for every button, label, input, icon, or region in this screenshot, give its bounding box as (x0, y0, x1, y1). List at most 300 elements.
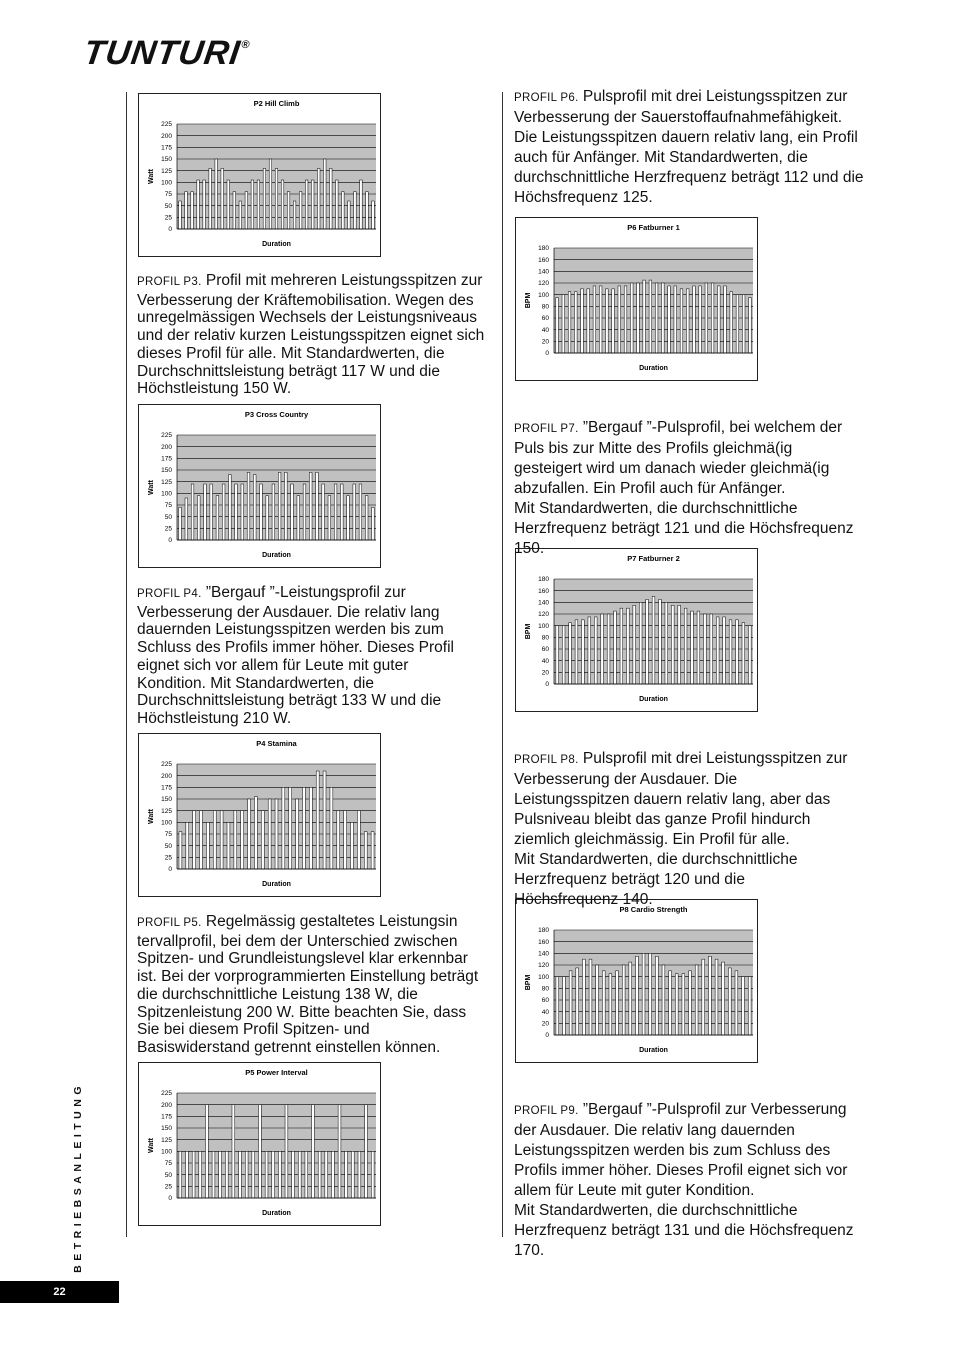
bar (646, 599, 649, 684)
y-tick-label: 75 (164, 502, 172, 510)
bar (311, 180, 314, 229)
bar (708, 956, 711, 1035)
bar (227, 822, 230, 869)
bar (562, 295, 565, 353)
y-tick-label: 0 (168, 866, 172, 874)
bar (337, 811, 340, 869)
y-tick-label: 50 (164, 1171, 172, 1179)
bar (372, 201, 375, 229)
bar (682, 974, 685, 1035)
bar (322, 484, 325, 540)
chart-title: P4 Stamina (256, 739, 297, 748)
y-tick-label: 25 (164, 214, 172, 222)
bar (233, 192, 236, 229)
chart-svg (139, 1063, 380, 1225)
y-axis-label: Watt (148, 480, 155, 495)
bar (612, 289, 615, 353)
bar (716, 617, 719, 684)
bar (630, 283, 633, 353)
y-axis-label: BPM (525, 292, 532, 309)
bar (649, 280, 652, 353)
bar (345, 1151, 348, 1198)
bar (616, 971, 619, 1035)
bar (618, 286, 621, 353)
y-tick-label: 40 (541, 326, 549, 334)
bar (318, 1151, 321, 1198)
bar (265, 1151, 268, 1198)
bar (735, 971, 738, 1035)
y-tick-label: 160 (538, 256, 549, 264)
chart-p2-hill-climb (138, 93, 381, 257)
bar (587, 289, 590, 353)
bar (312, 1105, 315, 1198)
bar (317, 168, 320, 229)
bar (649, 953, 652, 1035)
y-tick-label: 100 (161, 179, 172, 187)
bar (633, 605, 636, 684)
bar (323, 771, 326, 869)
bar (678, 605, 681, 684)
bar (252, 1151, 255, 1198)
profile-label-p8: PROFIL P8. (514, 754, 579, 766)
bar (303, 787, 306, 869)
bar (742, 977, 745, 1035)
bar (272, 484, 275, 540)
y-tick-label: 20 (541, 669, 549, 677)
y-tick-label: 0 (168, 226, 172, 234)
bar (305, 180, 308, 229)
bar (606, 289, 609, 353)
bar (742, 623, 745, 684)
bar (215, 159, 218, 229)
bar (204, 484, 207, 540)
bar (297, 496, 300, 540)
bar (576, 968, 579, 1035)
bar (602, 971, 605, 1035)
bar (556, 626, 559, 684)
bar (193, 811, 196, 869)
bar (282, 787, 285, 869)
bar (607, 614, 610, 684)
y-tick-label: 180 (538, 927, 549, 935)
bar (179, 507, 182, 540)
paragraph-p4 (137, 584, 471, 728)
bar (191, 484, 194, 540)
chart-p4-stamina (138, 733, 381, 897)
plot-area (554, 248, 753, 353)
page-number: 22 (0, 1281, 119, 1303)
y-tick-label: 60 (541, 315, 549, 323)
bar (330, 787, 333, 869)
bar (360, 180, 363, 229)
chart-title: P2 Hill Climb (253, 99, 300, 108)
bar (239, 201, 242, 229)
x-axis-label: Duration (262, 1210, 291, 1217)
y-tick-label: 25 (164, 854, 172, 862)
bar (697, 611, 700, 684)
bar (642, 953, 645, 1035)
y-tick-label: 200 (161, 443, 172, 451)
profile-label-p3: PROFIL P3. (137, 276, 202, 288)
bar (593, 286, 596, 353)
bar (336, 180, 339, 229)
y-tick-label: 150 (161, 467, 172, 475)
bar (241, 811, 244, 869)
bar (278, 472, 281, 540)
bar (191, 192, 194, 229)
bar (639, 602, 642, 684)
chart-p8-cardio-strength (515, 899, 758, 1063)
bar (210, 484, 213, 540)
right-column-rule (502, 92, 503, 1237)
y-tick-label: 225 (161, 1090, 172, 1098)
profile-text-p7: ”Bergauf ”-Pulsprofil, bei welchem der Puls bis zur Mitte des Profils gleichmä(ig gesteigert wird um danach wieder gleichmä(ig abzufallen. Ein Profil auch für Anfänger. Mit Standardwerten, die durchschnittliche Herzfrequenz beträgt 121 und die Höchsfrequenz 150. (514, 419, 854, 557)
chart-p3-cross-country (138, 404, 381, 568)
bar (357, 811, 360, 869)
y-tick-label: 180 (538, 245, 549, 253)
bar (659, 599, 662, 684)
bar (609, 974, 612, 1035)
bar (266, 496, 269, 540)
bar (596, 965, 599, 1035)
y-tick-label: 50 (164, 842, 172, 850)
profile-label-p7: PROFIL P7. (514, 423, 579, 435)
bar (556, 977, 559, 1035)
bar (717, 286, 720, 353)
bar (344, 811, 347, 869)
bar (599, 286, 602, 353)
y-tick-label: 75 (164, 191, 172, 199)
chart-title: P8 Cardio Strength (619, 905, 688, 914)
bar (316, 472, 319, 540)
bar (622, 965, 625, 1035)
y-tick-label: 0 (168, 537, 172, 545)
y-tick-label: 100 (538, 291, 549, 299)
y-tick-label: 175 (161, 1113, 172, 1121)
profile-label-p6: PROFIL P6. (514, 92, 579, 104)
bar (347, 496, 350, 540)
paragraph-p7 (514, 398, 854, 559)
y-tick-label: 40 (541, 657, 549, 665)
bar (229, 475, 232, 540)
bar (340, 484, 343, 540)
bar (269, 159, 272, 229)
bar (637, 283, 640, 353)
bar (185, 192, 188, 229)
bar (749, 298, 752, 353)
bar (289, 787, 292, 869)
bar (275, 799, 278, 869)
bar (293, 201, 296, 229)
bar (263, 168, 266, 229)
bar (372, 507, 375, 540)
bar (636, 956, 639, 1035)
y-axis-label: Watt (148, 809, 155, 824)
profile-label-p5: PROFIL P5. (137, 917, 202, 929)
bar (723, 617, 726, 684)
bar (268, 799, 271, 869)
bar (652, 597, 655, 685)
y-tick-label: 0 (545, 1032, 549, 1040)
y-tick-label: 160 (538, 587, 549, 595)
y-tick-label: 150 (161, 156, 172, 164)
y-tick-label: 80 (541, 985, 549, 993)
bar (220, 811, 223, 869)
bar (353, 484, 356, 540)
y-tick-label: 100 (161, 1148, 172, 1156)
bar (675, 974, 678, 1035)
bar (699, 286, 702, 353)
x-axis-label: Duration (639, 696, 668, 703)
bar (203, 180, 206, 229)
y-tick-label: 80 (541, 634, 549, 642)
y-tick-label: 20 (541, 338, 549, 346)
bar (589, 959, 592, 1035)
bar (684, 608, 687, 684)
bar (736, 295, 739, 353)
y-tick-label: 100 (161, 490, 172, 498)
bar (199, 1151, 202, 1198)
y-tick-label: 100 (538, 622, 549, 630)
bar (704, 614, 707, 684)
bar (216, 496, 219, 540)
bar (247, 472, 250, 540)
chart-svg (516, 549, 757, 711)
bar (197, 180, 200, 229)
bar (662, 965, 665, 1035)
profile-text-p6: Pulsprofil mit drei Leistungsspitzen zur Verbesserung der Sauerstoffaufnahmefähigkeit. Die Leistungsspitzen dauern relativ lang, ein Profil auch für Anfänger. Mit Standardwerten, die durchschnittliche Herzfrequenz beträgt 112 und die Höchsfrequenz 125. (514, 88, 864, 206)
y-tick-label: 75 (164, 1160, 172, 1168)
bar (574, 292, 577, 353)
bar (742, 295, 745, 353)
y-tick-label: 225 (161, 761, 172, 769)
bar (316, 771, 319, 869)
paragraph-p9 (514, 1080, 866, 1261)
bar (272, 1151, 275, 1198)
y-tick-label: 150 (161, 1125, 172, 1133)
bar (686, 289, 689, 353)
y-tick-label: 125 (161, 167, 172, 175)
y-axis-label: Watt (148, 169, 155, 184)
bar (629, 962, 632, 1035)
bar (693, 286, 696, 353)
bar (626, 608, 629, 684)
y-tick-label: 25 (164, 1183, 172, 1191)
bar (305, 1151, 308, 1198)
bar (624, 286, 627, 353)
bar (298, 1151, 301, 1198)
bar (186, 822, 189, 869)
chart-svg (139, 405, 380, 567)
y-tick-label: 200 (161, 132, 172, 140)
bar (251, 180, 254, 229)
bar (296, 799, 299, 869)
profile-text-p9: ”Bergauf ”-Pulsprofil zur Verbesserung der Ausdauer. Die relativ lang dauernden Leistungsspitzen werden bis zum Schluss des Profils immer höher. Dieses Profil eignet sich vor allem für Leute mit guter Kondition. Mit Standardwerten, die durchschnittliche Herzfrequenz beträgt 131 und die Höchsfrequenz 170. (514, 1101, 854, 1259)
bar (582, 959, 585, 1035)
bar (748, 626, 751, 684)
bar (212, 1151, 215, 1198)
bar (581, 289, 584, 353)
profile-label-p4: PROFIL P4. (137, 588, 202, 600)
bar (260, 484, 263, 540)
bar (569, 971, 572, 1035)
y-tick-label: 120 (538, 611, 549, 619)
bar (278, 1151, 281, 1198)
y-tick-label: 175 (161, 144, 172, 152)
bar (691, 611, 694, 684)
y-tick-label: 100 (161, 819, 172, 827)
y-tick-label: 50 (164, 202, 172, 210)
x-axis-label: Duration (639, 1047, 668, 1054)
x-axis-label: Duration (262, 881, 291, 888)
chart-svg (516, 218, 757, 380)
bar (275, 168, 278, 229)
bar (730, 292, 733, 353)
y-tick-label: 0 (545, 681, 549, 689)
bar (225, 1151, 228, 1198)
chart-title: P7 Fatburner 2 (627, 554, 680, 563)
bar (710, 614, 713, 684)
bar (643, 280, 646, 353)
bar (556, 298, 559, 353)
bar (209, 168, 212, 229)
bar (239, 1151, 242, 1198)
y-tick-label: 100 (538, 973, 549, 981)
y-tick-label: 140 (538, 950, 549, 958)
chart-title: P5 Power Interval (245, 1068, 308, 1077)
y-tick-label: 50 (164, 513, 172, 521)
bar (185, 498, 188, 540)
bar (334, 484, 337, 540)
bar (328, 496, 331, 540)
bar (665, 602, 668, 684)
bar (364, 832, 367, 869)
bar (366, 192, 369, 229)
bar (303, 484, 306, 540)
bar (331, 1151, 334, 1198)
bar (582, 620, 585, 684)
bar (197, 496, 200, 540)
bar (702, 959, 705, 1035)
bar (655, 283, 658, 353)
bar (568, 292, 571, 353)
chart-p7-fatburner-2 (515, 548, 758, 712)
y-tick-label: 25 (164, 525, 172, 533)
bar (575, 620, 578, 684)
paragraph-p5 (137, 913, 481, 1057)
chart-p5-power-interval (138, 1062, 381, 1226)
bar (351, 1151, 354, 1198)
bar (179, 201, 182, 229)
bar (234, 811, 237, 869)
bar (569, 623, 572, 684)
bar (669, 971, 672, 1035)
bar (338, 1105, 341, 1198)
bar (325, 1151, 328, 1198)
bar (222, 484, 225, 540)
bar (674, 286, 677, 353)
bar (287, 192, 290, 229)
bar (213, 811, 216, 869)
x-axis-label: Duration (639, 365, 668, 372)
y-tick-label: 140 (538, 268, 549, 276)
bar (728, 968, 731, 1035)
plot-area (177, 435, 376, 540)
paragraph-p8 (514, 729, 850, 910)
bar (348, 201, 351, 229)
y-tick-label: 160 (538, 938, 549, 946)
bar (205, 1105, 208, 1198)
profile-label-p9: PROFIL P9. (514, 1105, 579, 1117)
bar (186, 1151, 189, 1198)
bar (253, 475, 256, 540)
y-tick-label: 60 (541, 646, 549, 654)
bar (601, 614, 604, 684)
chart-svg (139, 94, 380, 256)
y-tick-label: 200 (161, 772, 172, 780)
y-tick-label: 75 (164, 831, 172, 839)
paragraph-p6 (514, 87, 866, 208)
bar (192, 1151, 195, 1198)
y-tick-label: 120 (538, 280, 549, 288)
bar (680, 289, 683, 353)
bar (748, 977, 751, 1035)
bar (291, 484, 294, 540)
x-axis-label: Duration (262, 241, 291, 248)
bar (711, 283, 714, 353)
bar (563, 977, 566, 1035)
y-tick-label: 225 (161, 432, 172, 440)
bar (722, 962, 725, 1035)
y-tick-label: 175 (161, 784, 172, 792)
bar (323, 159, 326, 229)
bar (662, 283, 665, 353)
y-tick-label: 60 (541, 997, 549, 1005)
x-axis-label: Duration (262, 552, 291, 559)
paragraph-p3 (137, 272, 489, 398)
bar (342, 192, 345, 229)
bar (695, 965, 698, 1035)
y-axis-label: Watt (148, 1138, 155, 1153)
chart-svg (139, 734, 380, 896)
bar (309, 472, 312, 540)
bar (281, 180, 284, 229)
profile-text-p4: ”Bergauf ”-Leistungsprofil zur Verbesserung der Ausdauer. Die relativ lang dauernden Leistungsspitzen werden bis zum Schluss des Profils immer höher. Dieses Profil eignet sich vor allem für Leute mit guter Kondition. Mit Standardwerten, die Durchschnittsleistung beträgt 133 W und die Höchstleistung 210 W. (137, 584, 455, 727)
bar (248, 799, 251, 869)
chart-svg (516, 900, 757, 1062)
y-tick-label: 125 (161, 807, 172, 815)
registered-mark: ® (240, 38, 252, 51)
bar (724, 286, 727, 353)
bar (715, 959, 718, 1035)
bar (206, 822, 209, 869)
y-axis-label: BPM (525, 974, 532, 991)
bar (235, 484, 238, 540)
y-tick-label: 140 (538, 599, 549, 607)
y-tick-label: 225 (161, 121, 172, 129)
y-tick-label: 125 (161, 1136, 172, 1144)
chart-title: P3 Cross Country (244, 410, 309, 419)
bar (245, 1151, 248, 1198)
bar (736, 620, 739, 684)
bar (358, 1151, 361, 1198)
bar (655, 956, 658, 1035)
y-tick-label: 0 (168, 1195, 172, 1203)
profile-text-p8: Pulsprofil mit drei Leistungsspitzen zur Verbesserung der Ausdauer. Die Leistungsspitzen dauern relativ lang, aber das Pulsniveau bleibt das ganze Profil hindurch ziemlich gleichmässig. Ein Profil für alle. Mit Standardwerten, die durchschnittliche Herzfrequenz beträgt 120 und die Höchsfrequenz 140. (514, 750, 848, 908)
y-tick-label: 150 (161, 796, 172, 804)
y-tick-label: 0 (545, 350, 549, 358)
chart-title: P6 Fatburner 1 (627, 223, 680, 232)
